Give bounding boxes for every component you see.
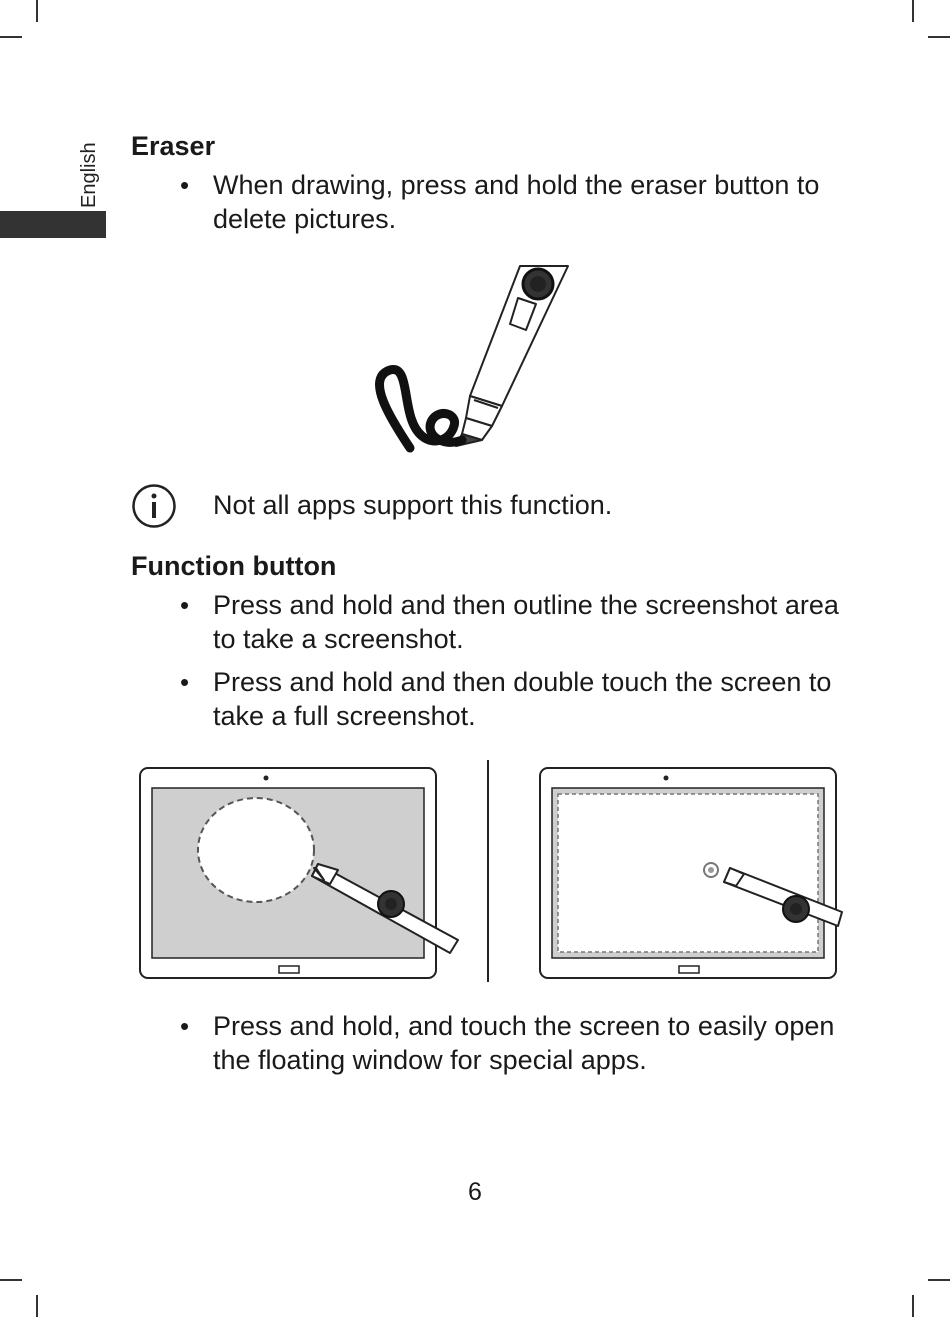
crop-mark (0, 36, 22, 38)
bullet-dot: • (180, 1011, 190, 1041)
eraser-note: Not all apps support this function. (213, 490, 613, 520)
crop-mark (928, 36, 950, 38)
crop-mark (36, 0, 38, 22)
bullet-dot: • (180, 170, 190, 200)
outlined-area (198, 798, 314, 902)
eraser-bullet-1: When drawing, press and hold the eraser button to delete pictures. (213, 170, 820, 234)
bullet-dot: • (180, 667, 190, 697)
function-bullet-1: Press and hold and then outline the screenshot area to take a screenshot. (213, 590, 839, 654)
bullet-dot: • (180, 590, 190, 620)
language-tab-bar (0, 211, 106, 238)
crop-mark (928, 1279, 950, 1281)
crop-mark (912, 1295, 914, 1317)
tablet-partial-screenshot (140, 768, 458, 978)
info-icon (131, 483, 177, 529)
crop-mark (0, 1279, 22, 1281)
crop-mark (36, 1295, 38, 1317)
function-bullet-3: Press and hold, and touch the screen to easily open the floating window for special apps. (213, 1011, 835, 1075)
eraser-heading: Eraser (131, 131, 216, 161)
language-tab-label: English (78, 142, 100, 208)
pen-eraser-illustration (370, 258, 580, 458)
tablet-screenshot-illustrations (138, 758, 844, 986)
crop-mark (912, 0, 914, 22)
page-number: 6 (468, 1178, 482, 1206)
function-bullet-2: Press and hold and then double touch the screen to take a full screenshot. (213, 667, 832, 731)
function-button-heading: Function button (131, 551, 337, 581)
scribble-mark (380, 370, 462, 448)
tablet-full-screenshot (540, 768, 842, 978)
